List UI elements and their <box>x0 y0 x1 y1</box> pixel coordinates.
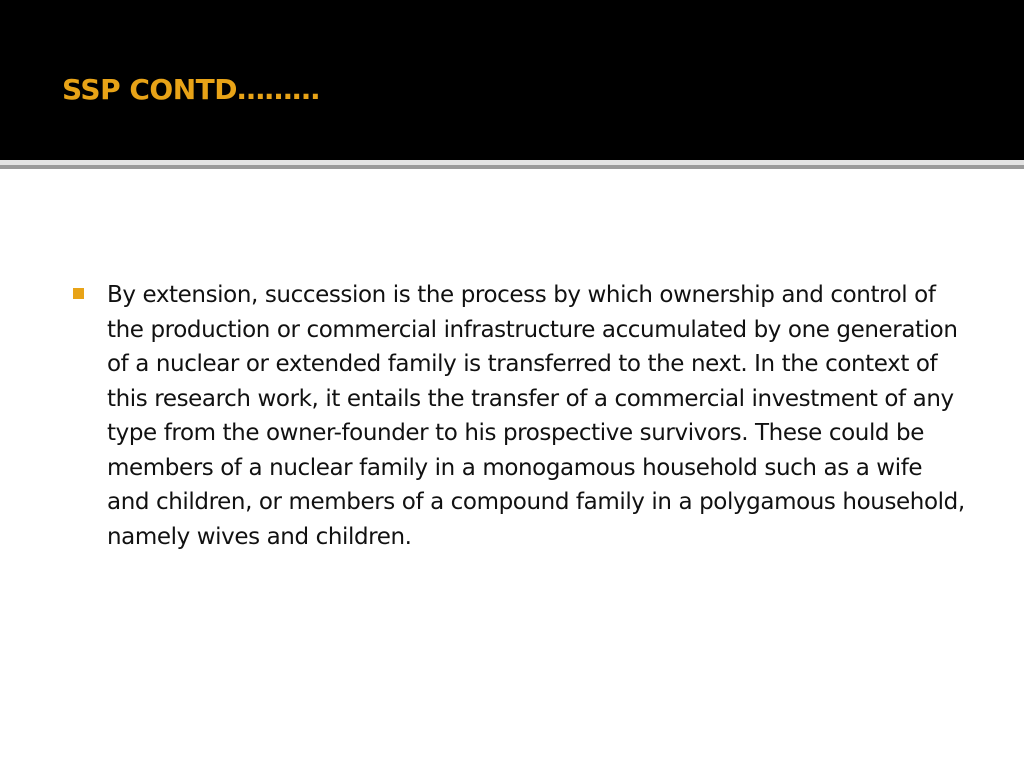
slide-title: SSP CONTD……… <box>62 73 320 106</box>
slide-body <box>70 278 970 554</box>
square-bullet-icon <box>73 288 84 299</box>
bullet-item <box>70 278 970 554</box>
header-divider-dark <box>0 165 1024 169</box>
title-bar <box>0 0 1024 160</box>
bullet-text: By extension, succession is the process by which ownership and control of the production or commercial infrastructure accumulated by one generation of a nuclear or extended family is transferred to the next. In the context of this research work, it entails the transfer of a commercial investment of any type from the owner-founder to his prospective survivors. These could be members of a nuclear family in a monogamous household such as a wife and children, or members of a compound family in a polygamous household, namely wives and children. <box>107 282 965 550</box>
